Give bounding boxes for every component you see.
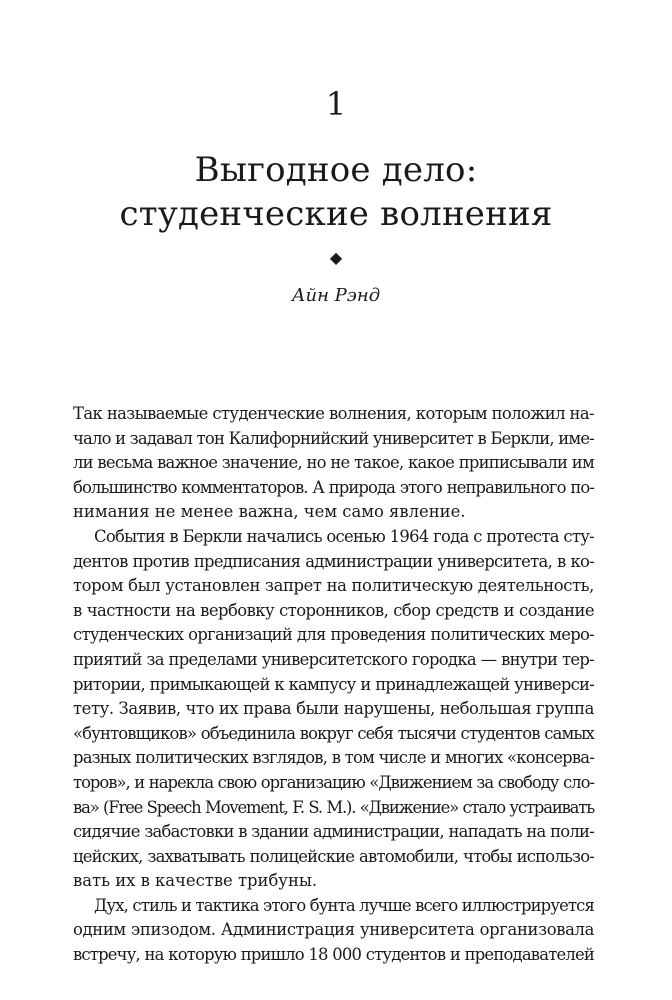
paragraph [73,402,594,525]
text-line: тором был установлен запрет на политическую деятельность, [73,576,594,596]
text-line: в частности на вербовку сторонников, сбор средств и создание [73,600,594,620]
paragraph [73,894,594,968]
text-line: вать их в качестве трибуны. [73,871,318,891]
text-line: Так называемые студенческие волнения, которым положил на- [73,404,594,423]
body-text [73,402,594,968]
text-line: ва» (Free Speech Movement, F. S. M.). «Движение» стало устраивать [73,797,594,817]
text-line: встречу, на которую пришло 18 000 студентов и преподавателей [73,945,594,965]
chapter-title-line: студенческие волнения [119,194,553,234]
text-line: приятий за пределами университетского городка — внутри тер- [73,649,594,669]
paragraph [73,525,594,894]
diamond-ornament-icon: ◆ [329,248,343,267]
text-line: разных политических взглядов, в том числе и многих «консерва- [73,748,594,768]
text-line: События в Беркли начались осенью 1964 года с протеста сту- [94,526,594,546]
text-line: одним эпизодом. Администрация университета организовала [73,920,594,940]
text-line: Дух, стиль и тактика этого бунта лучше всего иллюстрируется [94,895,594,915]
chapter-author: Айн Рэнд [291,285,381,306]
text-line: большинство комментаторов. А природа этого неправильного по- [73,477,594,497]
text-line: чало и задавал тон Калифорнийский университет в Беркли, име- [73,428,594,448]
chapter-number: 1 [325,85,347,123]
text-line: ли весьма важное значение, но не такое, какое приписывали им [73,453,594,473]
text-line: студенческих организаций для проведения политических меро- [73,625,594,645]
chapter-title [0,148,672,236]
text-line: сидячие забастовки в здании администрации, нападать на поли- [73,822,594,842]
text-line: нимания не менее важна, чем само явление. [73,502,466,522]
text-line: тету. Заявив, что их права были нарушены, небольшая группа [73,699,594,719]
text-line: цейских, захватывать полицейские автомобили, чтобы использо- [73,846,594,866]
text-line: «бунтовщиков» объединила вокруг себя тысячи студентов самых [73,723,594,743]
text-line: ритории, примыкающей к кампусу и принадлежащей универси- [73,674,594,694]
chapter-title-line: Выгодное дело: [194,150,478,190]
text-line: дентов против предписания администрации университета, в ко- [73,551,594,571]
text-line: торов», и нарекла свою организацию «Движением за свободу сло- [73,772,594,792]
